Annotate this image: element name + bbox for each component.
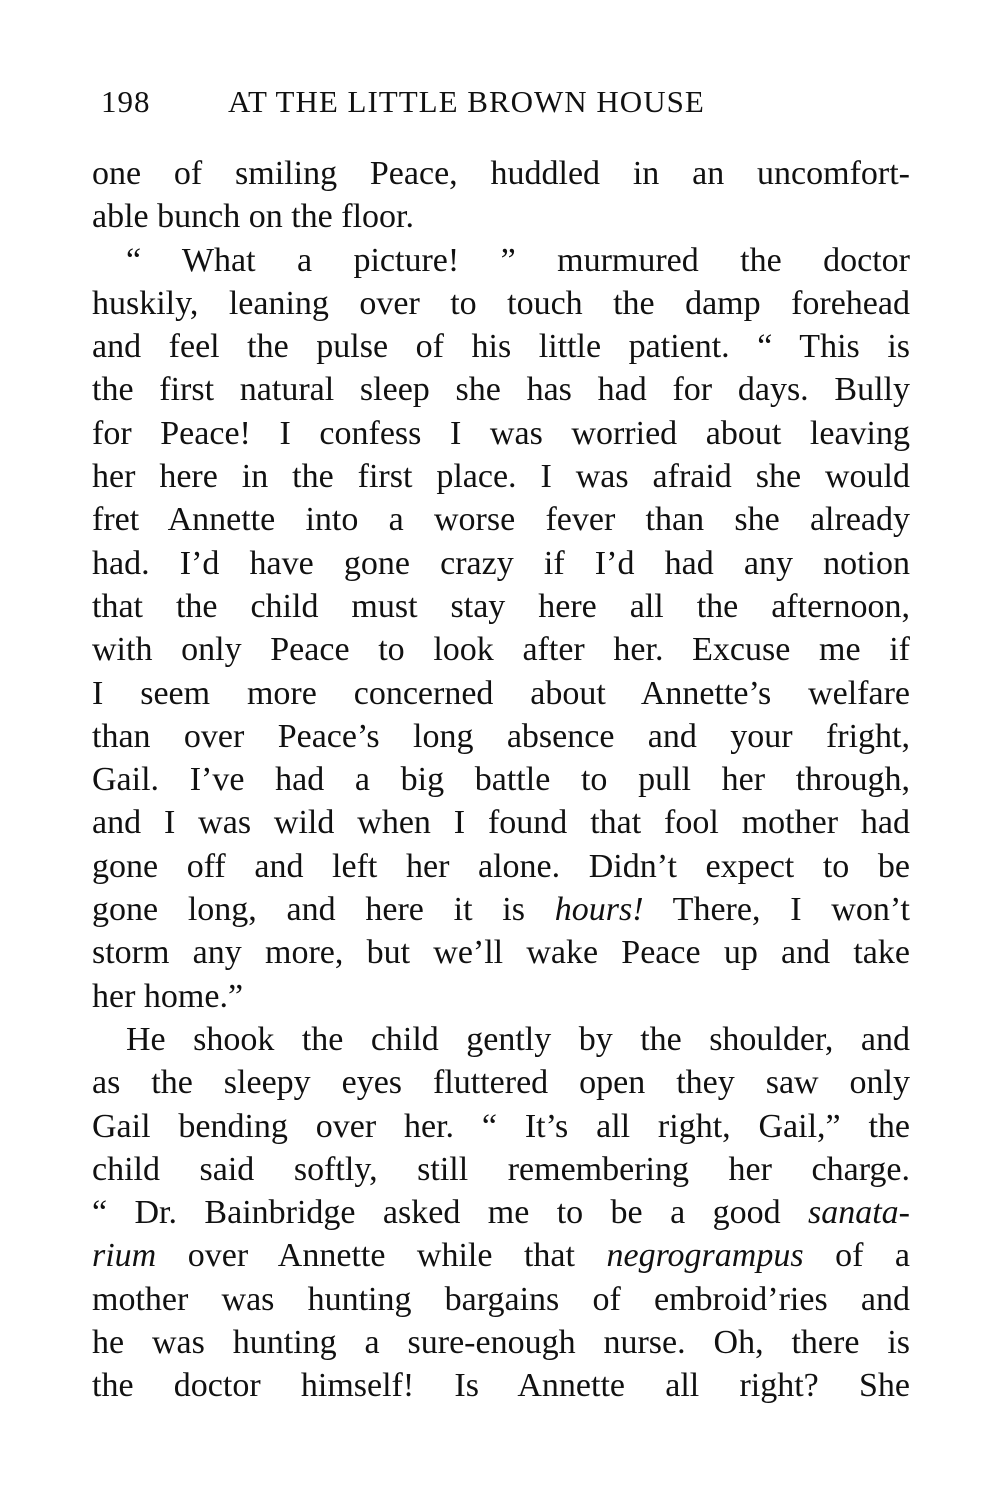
italic-text: hours! [554, 891, 644, 929]
text-line: with only Peace to look after her. Excuse me if [92, 631, 910, 669]
running-title: AT THE LITTLE BROWN HOUSE [228, 84, 705, 119]
page-number: 198 [101, 84, 151, 119]
running-head [101, 84, 801, 124]
text-line: Gail. I’ve had a big battle to pull her through, [92, 761, 910, 799]
text-line [92, 1234, 910, 1277]
text-line: her here in the first place. I was afraid she would [92, 458, 910, 496]
text-line: for Peace! I confess I was worried about leaving [92, 414, 910, 452]
text-line: able bunch on the floor. [92, 198, 414, 236]
text-span: of a [803, 1237, 910, 1275]
text-line: as the sleepy eyes fluttered open they saw only [92, 1064, 910, 1102]
text-line: than over Peace’s long absence and your fright, [92, 717, 910, 755]
text-line: had. I’d have gone crazy if I’d had any notion [92, 544, 910, 582]
text-line: that the child must stay here all the afternoon, [92, 587, 910, 625]
text-span: over Annette while that [156, 1237, 607, 1275]
italic-text: rium [92, 1237, 157, 1275]
text-line: one of smiling Peace, huddled in an uncomfort- [92, 155, 910, 192]
body-text [92, 152, 910, 1408]
text-line: the first natural sleep she has had for days. Bully [92, 371, 910, 409]
text-line: gone off and left her alone. Didn’t expect to be [92, 847, 910, 885]
text-line: fret Annette into a worse fever than she already [92, 501, 910, 539]
text-line: He shook the child gently by the shoulder, and [126, 1020, 910, 1058]
text-line: storm any more, but we’ll wake Peace up and take [92, 934, 910, 972]
text-line: Gail bending over her. “ It’s all right, Gail,” the [92, 1107, 910, 1145]
text-line: “ What a picture! ” murmured the doctor [126, 241, 910, 279]
text-line: mother was hunting bargains of embroid’ries and [92, 1280, 910, 1318]
text-line: he was hunting a sure-enough nurse. Oh, there is [92, 1324, 910, 1362]
text-span: gone long, and here it is [92, 891, 555, 929]
text-line [92, 1191, 910, 1234]
italic-text: negrogrampus [606, 1237, 804, 1275]
text-line: I seem more concerned about Annette’s welfare [92, 674, 910, 712]
text-line: her home.” [92, 977, 244, 1015]
text-line: child said softly, still remembering her charge. [92, 1150, 910, 1188]
text-span: There, I won’t [643, 891, 910, 929]
text-line: the doctor himself! Is Annette all right? She [92, 1367, 910, 1405]
text-line: and feel the pulse of his little patient. “ This is [92, 328, 910, 366]
text-span: “ Dr. Bainbridge asked me to be a good [92, 1194, 808, 1232]
text-line: huskily, leaning over to touch the damp forehead [92, 284, 910, 322]
italic-text: sanata- [808, 1194, 910, 1232]
text-line: and I was wild when I found that fool mother had [92, 804, 910, 842]
text-line [92, 888, 910, 931]
